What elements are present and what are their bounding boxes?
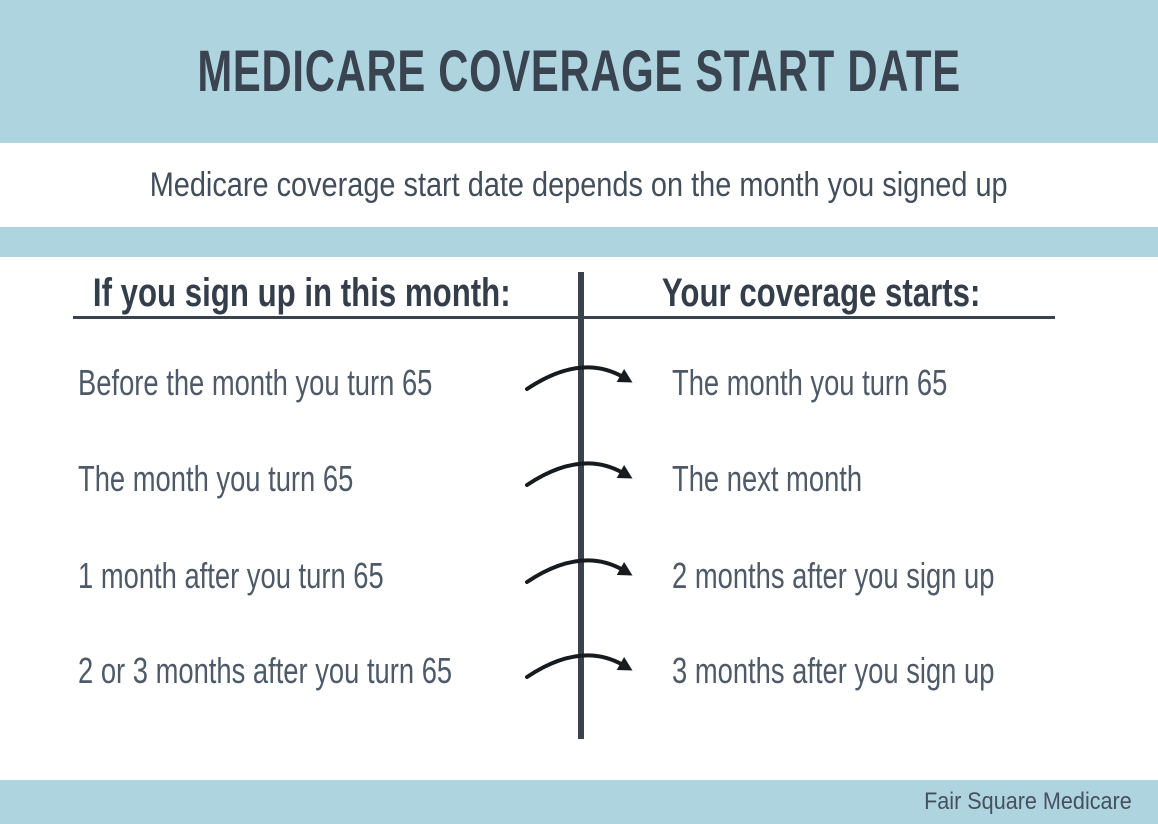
table-row-signup: [78, 456, 440, 502]
signup-cell-text: 2 or 3 months after you turn 65: [78, 650, 453, 691]
brand-name: Fair Square Medicare: [924, 788, 1132, 815]
page-subtitle: Medicare coverage start date depends on the month you signed up: [150, 165, 1008, 204]
header-underline: [73, 316, 1055, 319]
footer-band: [0, 780, 1158, 824]
column-header-signup: [20, 270, 583, 316]
table-row-coverage: [672, 648, 1096, 694]
curved-arrow-icon: [519, 448, 643, 492]
accent-stripe: [0, 227, 1158, 257]
column-header-coverage-label: Your coverage starts:: [661, 271, 981, 315]
coverage-cell-text: 3 months after you sign up: [672, 650, 995, 691]
table-row-coverage: [672, 360, 1034, 406]
coverage-cell-text: The next month: [672, 458, 863, 499]
column-header-signup-label: If you sign up in this month:: [92, 271, 511, 315]
table-row-coverage: [672, 553, 1096, 599]
table-row-signup: [78, 360, 544, 406]
signup-cell-text: 1 month after you turn 65: [78, 555, 384, 596]
curved-arrow-icon: [519, 545, 643, 589]
coverage-cell-text: The month you turn 65: [672, 362, 948, 403]
table-row-signup: [78, 648, 570, 694]
signup-cell-text: The month you turn 65: [78, 458, 354, 499]
signup-cell-text: Before the month you turn 65: [78, 362, 433, 403]
subtitle-band: [0, 143, 1158, 227]
table-row-coverage: [672, 456, 922, 502]
page-title: MEDICARE COVERAGE START DATE: [197, 39, 961, 104]
title-band: [0, 0, 1158, 143]
coverage-cell-text: 2 months after you sign up: [672, 555, 995, 596]
table-row-signup: [78, 553, 480, 599]
column-header-coverage: [583, 270, 1059, 316]
curved-arrow-icon: [519, 640, 643, 684]
curved-arrow-icon: [519, 352, 643, 396]
